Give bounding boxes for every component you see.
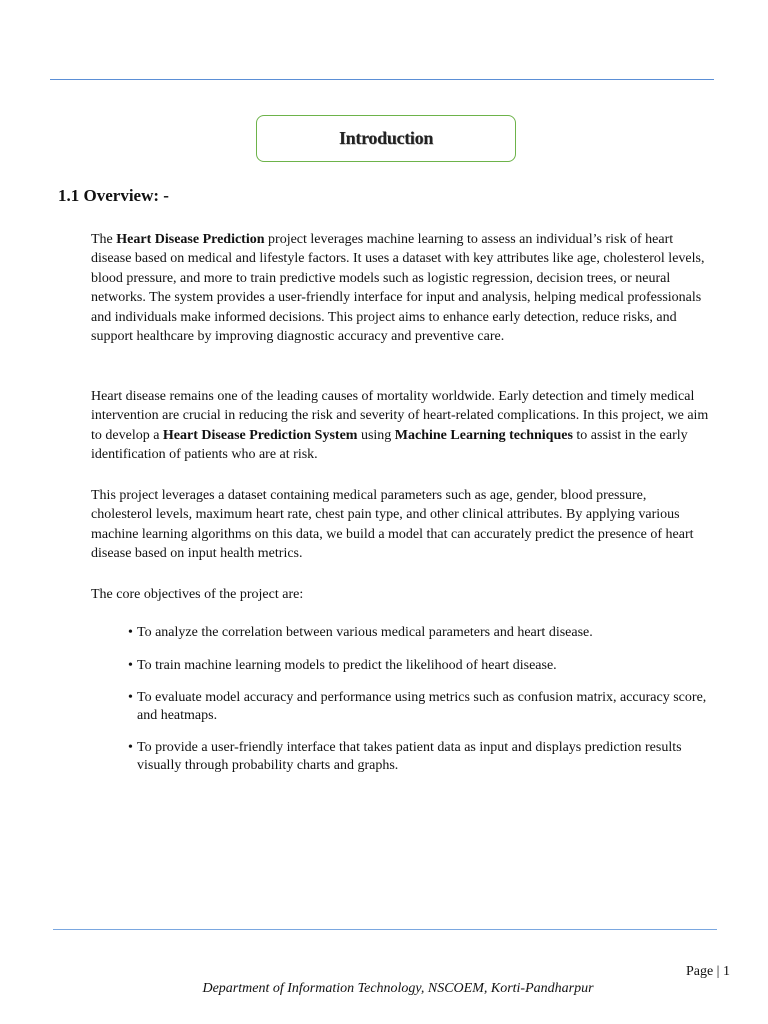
list-item xyxy=(128,689,713,724)
page-title: Introduction xyxy=(338,128,434,148)
list-item-text: To provide a user-friendly interface that takes patient data as input and displays prediction results visually through probability charts and graphs. xyxy=(137,740,682,773)
bullet-icon: • xyxy=(128,657,133,673)
list-item-text: To analyze the correlation between various medical parameters and heart disease. xyxy=(137,625,593,640)
footer-text: Department of Information Technology, NSCOEM, Korti-Pandharpur xyxy=(202,981,594,996)
paragraph-text: using xyxy=(357,427,395,443)
list-item-text: To train machine learning models to predict the likelihood of heart disease. xyxy=(137,657,557,673)
list-item xyxy=(128,739,713,774)
bullet-icon: • xyxy=(128,625,133,640)
paragraph-bold: Heart Disease Prediction System xyxy=(162,427,358,443)
list-item xyxy=(128,657,713,675)
paragraph-bold: Machine Learning techniques xyxy=(394,427,573,443)
list-item xyxy=(128,624,713,642)
paragraph-text: The xyxy=(91,232,117,247)
paragraph-motivation xyxy=(91,387,711,465)
list-item-text: To evaluate model accuracy and performance using metrics such as confusion matrix, accuracy score, and heatmaps. xyxy=(137,690,707,723)
title-box xyxy=(256,115,516,162)
bullet-icon: • xyxy=(128,740,133,755)
paragraph-text: Heart disease remains one of the leading causes of mortality worldwide. Early detection and timely medical intervention are crucial in reducing the risk and severity of heart-related complications. In this project, we aim to develop a xyxy=(91,389,709,443)
paragraph-text: project leverages machine learning to assess an individual’s risk of heart disease based on medical and lifestyle factors. It uses a dataset with key attributes like age, cholesterol levels, blood pressure, and more to train predictive models such as logistic regression, decision trees, or neural networks. The system provides a user-friendly interface for input and analysis, helping medical professionals and individuals make informed decisions. This project aims to enhance early detection, reduce risks, and support healthcare by improving diagnostic accuracy and preventive care. xyxy=(91,232,705,345)
paragraph-text: to assist in the early identification of patients who are at risk. xyxy=(91,427,688,463)
footer-rule xyxy=(53,929,717,930)
objectives-list xyxy=(128,624,713,789)
paragraph-bold: Heart Disease Prediction xyxy=(116,232,265,247)
bullet-icon: • xyxy=(128,690,133,705)
section-heading: 1.1 Overview: - xyxy=(58,186,169,205)
paragraph-dataset: This project leverages a dataset containing medical parameters such as age, gender, blood pressure, cholesterol levels, maximum heart rate, chest pain type, and other clinical attributes. By applying various machine learning algorithms on this data, we build a model that can accurately predict the presence of heart disease based on input health metrics. xyxy=(91,488,694,562)
page-number: Page | 1 xyxy=(685,964,730,979)
header-rule xyxy=(50,79,714,80)
paragraph-overview xyxy=(91,230,711,346)
paragraph-objectives-intro: The core objectives of the project are: xyxy=(91,587,304,602)
